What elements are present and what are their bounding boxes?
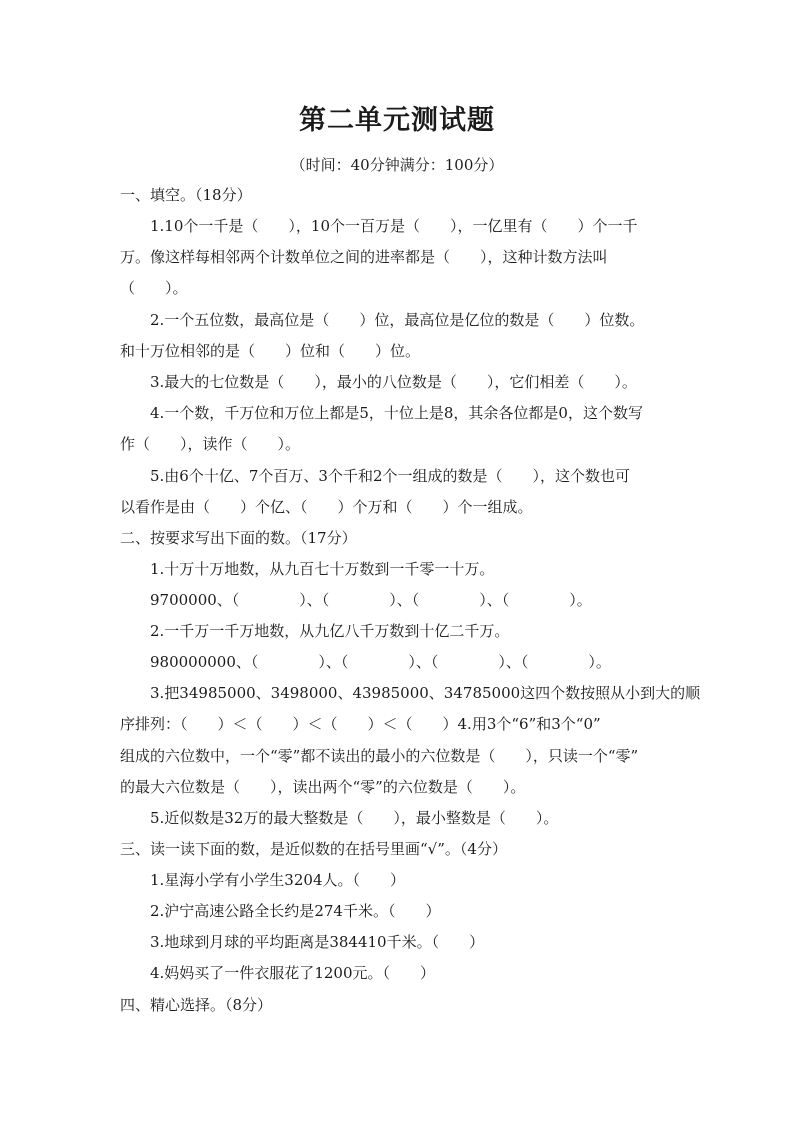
- question-text: 980000000、（ ）、（ ）、（ ）、（ ）。: [150, 653, 611, 671]
- question-text: 5.近似数是32万的最大整数是（ ），最小整数是（ ）。: [150, 809, 559, 827]
- question-text: 2.一个五位数，最高位是（ ）位，最高位是亿位的数是（ ）位数。: [150, 311, 645, 329]
- question-text: 4.一个数，千万位和万位上都是5，十位上是8，其余各位都是0，这个数写: [150, 404, 643, 422]
- question-text: 组成的六位数中，一个“零”都不读出的最小的六位数是（ ），只读一个“零”: [120, 747, 639, 765]
- question-text: 1.10个一千是（ ），10个一百万是（ ），一亿里有（ ）个一千: [150, 217, 638, 235]
- question-text: 5.由6个十亿、7个百万、3个千和2个一组成的数是（ ），这个数也可: [150, 467, 630, 485]
- question-text: 4.妈妈买了一件衣服花了1200元。（ ）: [150, 964, 435, 982]
- question-text: 以看作是由（ ）个亿、（ ）个万和（ ）个一组成。: [120, 498, 533, 516]
- question-text: 序排列：（ ）＜（ ）＜（ ）＜（ ）4.用3个“6”和3个“0”: [120, 715, 601, 733]
- section-heading: 三、读一读下面的数，是近似数的在括号里画“√”。（4分）: [120, 840, 507, 858]
- question-text: （ ）。: [120, 279, 188, 297]
- question-text: 3.把34985000、3498000、43985000、34785000这四个数按照从小到大的顺: [150, 684, 701, 702]
- question-text: 1.十万十万地数，从九百七十万数到一千零一十万。: [150, 560, 495, 578]
- question-text: 和十万位相邻的是（ ）位和（ ）位。: [120, 342, 421, 360]
- question-text: 9700000、（ ）、（ ）、（ ）、（ ）。: [150, 591, 592, 609]
- page-title: 第二单元测试题: [299, 105, 495, 136]
- question-text: 的最大六位数是（ ），读出两个“零”的六位数是（ ）。: [120, 778, 526, 796]
- section-heading: 四、精心选择。（8分）: [120, 996, 273, 1014]
- question-text: 2.沪宁高速公路全长约是274千米。（ ）: [150, 902, 441, 920]
- question-text: 作（ ），读作（ ）。: [120, 435, 301, 453]
- question-text: 1.星海小学有小学生3204人。（ ）: [150, 871, 405, 889]
- page-subtitle: （时间：40分钟满分：100分）: [290, 156, 504, 174]
- question-text: 万。像这样每相邻两个计数单位之间的进率都是（ ），这种计数方法叫: [120, 248, 608, 266]
- section-heading: 一、填空。（18分）: [120, 186, 252, 204]
- question-text: 3.最大的七位数是（ ），最小的八位数是（ ），它们相差（ ）。: [150, 373, 637, 391]
- question-text: 3.地球到月球的平均距离是384410千米。（ ）: [150, 933, 485, 951]
- question-text: 2.一千万一千万地数，从九亿八千万数到十亿二千万。: [150, 622, 510, 640]
- section-heading: 二、按要求写出下面的数。（17分）: [120, 529, 357, 547]
